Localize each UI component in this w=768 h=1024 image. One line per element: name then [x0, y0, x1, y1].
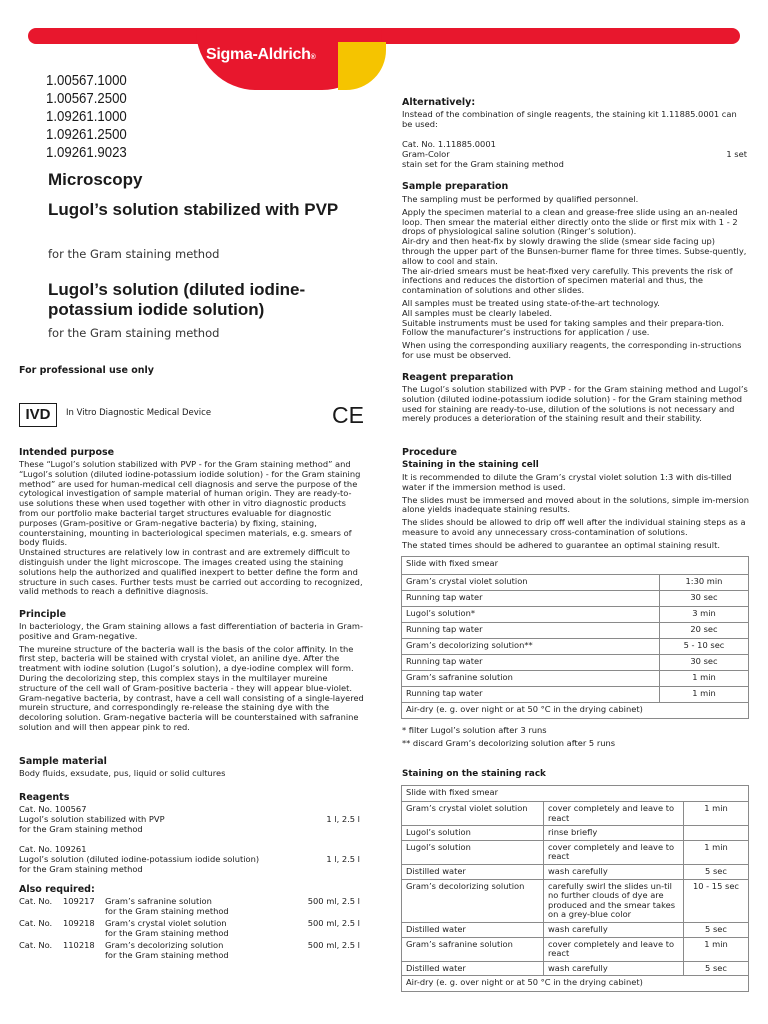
table-cell: 30 sec — [660, 591, 749, 607]
catalog-numbers — [46, 72, 127, 162]
reagent-prep-heading: Reagent preparation — [402, 372, 514, 383]
reagents-heading: Reagents — [19, 792, 70, 803]
table-cell: wash carefully — [544, 961, 684, 976]
intended-purpose-text — [19, 460, 364, 597]
also-sub: for the Gram staining method — [105, 906, 229, 916]
table-cell: 5 sec — [684, 922, 749, 937]
table-cell: Lugol’s solution* — [402, 607, 660, 623]
reagents-list — [19, 805, 364, 875]
catalog-number: 1.09261.1000 — [46, 108, 127, 125]
principle-p3: Gram-negative bacteria, by contrast, have a cell wall consisting of a single-layered murein structure, and correspondingly re-release the staining dye with the decoloring solution. Gram-negative bacteria will be counterstained with safranine solution and will then appear pink to red. — [19, 692, 364, 732]
also-size: 500 ml, 2.5 l — [307, 896, 360, 906]
alternatively-desc: stain set for the Gram staining method — [402, 159, 564, 169]
table-cell: Running tap water — [402, 655, 660, 671]
table-cell: Gram’s decolorizing solution** — [402, 639, 660, 655]
ce-mark-icon: CE — [332, 402, 364, 428]
table-cell: rinse briefly — [544, 826, 684, 841]
table-cell — [684, 826, 749, 841]
product1-subtitle: for the Gram staining method — [48, 247, 220, 261]
table-cell: Running tap water — [402, 687, 660, 703]
kit-qty: 1 set — [726, 149, 747, 159]
table-cell: Lugol’s solution — [402, 826, 544, 841]
table-cell: cover completely and leave to react — [544, 802, 684, 826]
sample-prep-line: Air-dry and then heat-fix by slowly drawing the slide (smear side facing up) through the upper part of the Bunsen-burner flame for three times. Subse-quently, allow to cool and stain. — [402, 236, 747, 266]
table-cell: Gram’s decolorizing solution — [402, 879, 544, 922]
table-footer: Air-dry (e. g. over night or at 50 °C in the drying cabinet) — [402, 703, 749, 719]
also-sub: for the Gram staining method — [105, 950, 229, 960]
reagent-cat: Cat. No. 109261 — [19, 844, 87, 854]
table-cell: 1 min — [660, 687, 749, 703]
principle-p1: In bacteriology, the Gram staining allows a fast differentiation of bacteria in Gram-positive and Gram-negative. — [19, 621, 363, 641]
sample-prep-line: Apply the specimen material to a clean and grease-free slide using an an-nealed loop. Then smear the material either directly onto the slide or first mix with 1 - 2 drops of physiological saline solution (Ringer’s solution). — [402, 206, 738, 237]
reagent-name: Lugol’s solution (diluted iodine-potassium iodide solution) — [19, 854, 260, 864]
table-cell: 1:30 min — [660, 575, 749, 591]
sample-prep-line: Suitable instruments must be used for taking samples and their prepara-tion. Follow the manufacturer’s instructions for application / use. — [402, 317, 725, 338]
sample-material-text: Body fluids, exsudate, pus, liquid or solid cultures — [19, 768, 226, 778]
table-cell: 20 sec — [660, 623, 749, 639]
table-cell: 5 sec — [684, 864, 749, 879]
intended-purpose-heading: Intended purpose — [19, 447, 115, 458]
also-sub: for the Gram staining method — [105, 928, 229, 938]
table-cell: 30 sec — [660, 655, 749, 671]
sample-prep-line: The air-dried smears must be heat-fixed very carefully. This prevents the risk of infections and reduces the distortion of specimen material and thus, the contamination of solutions and other slides. — [402, 265, 733, 296]
table-cell: 3 min — [660, 607, 749, 623]
also-num: 109218 — [63, 918, 95, 928]
also-num: 110218 — [63, 940, 95, 950]
table-cell: wash carefully — [544, 864, 684, 879]
procedure-text — [402, 473, 750, 551]
table-cell: 1 min — [684, 840, 749, 864]
table-cell: 1 min — [684, 802, 749, 826]
sample-prep-line: All samples must be treated using state-of-the-art technology. — [402, 297, 660, 308]
also-cat: Cat. No. — [19, 896, 53, 906]
procedure-heading: Procedure — [402, 447, 457, 458]
reagent-size: 1 l, 2.5 l — [326, 814, 360, 824]
table-cell: Running tap water — [402, 623, 660, 639]
table-cell: Gram’s safranine solution — [402, 937, 544, 961]
catalog-number: 1.00567.2500 — [46, 90, 127, 107]
table-header: Slide with fixed smear — [402, 786, 749, 802]
also-name: Gram’s crystal violet solution — [105, 918, 227, 928]
table-cell: Gram’s crystal violet solution — [402, 802, 544, 826]
table-cell: Distilled water — [402, 864, 544, 879]
also-name: Gram’s decolorizing solution — [105, 940, 224, 950]
staining-rack-table — [401, 785, 749, 992]
sample-prep-line: All samples must be clearly labeled. — [402, 307, 553, 318]
category-heading: Microscopy — [48, 170, 143, 189]
also-size: 500 ml, 2.5 l — [307, 940, 360, 950]
procedure-line: The stated times should be adhered to guarantee an optimal staining result. — [402, 539, 720, 550]
table-cell: Gram’s crystal violet solution — [402, 575, 660, 591]
table-cell: Running tap water — [402, 591, 660, 607]
table-cell: Distilled water — [402, 922, 544, 937]
table-cell: Distilled water — [402, 961, 544, 976]
intended-purpose-p1: These “Lugol’s solution stabilized with PVP - for the Gram staining method” and “Lugol’s solution (diluted iodine-potassium iodide solution) - for the Gram staining method” are used for human-medical cell diagnosis and serve the purpose of the cytological investigation of sample material of human origin. They are ready-to-use solutions these when used together with other in vitro diagnostic products from our portfolio make bacterial target structures evaluable for diagnostic purposes (Gram-positive or Gram-negative bacteria) by fixing, staining, counterstaining, mounting in bacteriological specimen materials, e.g. smears of body fluids. — [19, 459, 361, 548]
also-size: 500 ml, 2.5 l — [307, 918, 360, 928]
alternatively-cat: Cat. No. 1.11885.0001 — [402, 139, 496, 149]
also-cat: Cat. No. — [19, 940, 53, 950]
table-cell: cover completely and leave to react — [544, 937, 684, 961]
catalog-number: 1.09261.9023 — [46, 144, 127, 161]
product2-title: Lugol’s solution (diluted iodine-potassium iodide solution) — [48, 280, 306, 319]
kit-name: Gram-Color — [402, 149, 450, 159]
table-cell: carefully swirl the slides un-til no further clouds of dye are produced and the smear takes on a grey-blue color — [544, 879, 684, 922]
sample-prep-line: When using the corresponding auxiliary reagents, the corresponding in-structions for use must be observed. — [402, 340, 742, 360]
also-cat: Cat. No. — [19, 918, 53, 928]
intended-purpose-p2: Unstained structures are relatively low in contrast and are extremely difficult to distinguish under the light microscope. The images created using the staining solutions help the authorized and qualified inexpert to better define the form and structure in such cases. Further tests must be carried out according to recognized, valid methods to reach a definitive diagnosis. — [19, 547, 363, 597]
principle-text — [19, 622, 364, 733]
also-required-list — [19, 897, 364, 961]
alternatively-heading: Alternatively: — [402, 97, 476, 108]
table-cell: 1 min — [684, 937, 749, 961]
also-required-heading: Also required: — [19, 884, 95, 895]
reagent-prep-text: The Lugol’s solution stabilized with PVP - for the Gram staining method and Lugol’s solution (diluted iodine-potassium iodide solution) - for the Gram staining method used for staining are ready-to-use, dilution of the solutions is not necessary and merely produces a deterioration of the staining result and their stability. — [402, 384, 748, 424]
footnote: ** discard Gram’s decolorizing solution after 5 runs — [402, 738, 616, 748]
table-footer: Air-dry (e. g. over night or at 50 °C in the drying cabinet) — [402, 976, 749, 992]
also-name: Gram’s safranine solution — [105, 896, 212, 906]
professional-use-notice: For professional use only — [19, 365, 154, 376]
table-cell: wash carefully — [544, 922, 684, 937]
staining-rack-heading: Staining on the staining rack — [402, 769, 546, 779]
ivd-text: In Vitro Diagnostic Medical Device — [66, 408, 212, 418]
table-cell: Gram’s safranine solution — [402, 671, 660, 687]
also-num: 109217 — [63, 896, 95, 906]
table-header: Slide with fixed smear — [402, 557, 749, 575]
reagent-sub: for the Gram staining method — [19, 864, 143, 874]
sample-prep-line: The sampling must be performed by qualified personnel. — [402, 194, 639, 204]
reagent-name: Lugol’s solution stabilized with PVP — [19, 814, 165, 824]
sample-prep-text — [402, 195, 750, 361]
principle-p2: The mureine structure of the bacteria wall is the basis of the color affinity. In the first step, bacteria will be stained with crystal violet, an aniline dye. After the treatment with iodine solution (Lugol’s solution), a dye-iodine complex will form. During the decolorizing step, this complex stays in the multilayer mureine structure of the cell wall of Gram-positive bacteria - they will appear blue-violet. — [19, 643, 354, 693]
footnote: * filter Lugol’s solution after 3 runs — [402, 725, 547, 735]
sample-prep-heading: Sample preparation — [402, 181, 509, 192]
brand-logo-text: Sigma-Aldrich® — [206, 46, 316, 63]
table-cell: 5 sec — [684, 961, 749, 976]
product1-title: Lugol’s solution stabilized with PVP — [48, 200, 339, 219]
catalog-number: 1.00567.1000 — [46, 72, 127, 89]
reagent-sub: for the Gram staining method — [19, 824, 143, 834]
staining-cell-table — [401, 556, 749, 719]
table-cell: 10 - 15 sec — [684, 879, 749, 922]
reagent-cat: Cat. No. 100567 — [19, 804, 87, 814]
table-cell: 1 min — [660, 671, 749, 687]
procedure-line: The slides must be immersed and moved about in the solutions, simple im-mersion alone yields inadequate staining results. — [402, 494, 749, 515]
table-cell: Lugol’s solution — [402, 840, 544, 864]
reagent-size: 1 l, 2.5 l — [326, 854, 360, 864]
product2-subtitle: for the Gram staining method — [48, 326, 220, 340]
table-cell: 5 - 10 sec — [660, 639, 749, 655]
principle-heading: Principle — [19, 609, 67, 620]
procedure-line: It is recommended to dilute the Gram’s crystal violet solution 1:3 with dis-tilled water if the immersion method is used. — [402, 472, 732, 492]
alternatively-text: Instead of the combination of single reagents, the staining kit 1.11885.0001 can be used: — [402, 109, 737, 129]
sample-material-heading: Sample material — [19, 756, 107, 767]
table-cell: cover completely and leave to react — [544, 840, 684, 864]
procedure-line: The slides should be allowed to drip off well after the individual staining steps as a measure to avoid any unnecessary cross-contamination of solutions. — [402, 517, 746, 537]
staining-cell-heading: Staining in the staining cell — [402, 460, 539, 470]
catalog-number: 1.09261.2500 — [46, 126, 127, 143]
ivd-icon: IVD — [19, 403, 57, 427]
